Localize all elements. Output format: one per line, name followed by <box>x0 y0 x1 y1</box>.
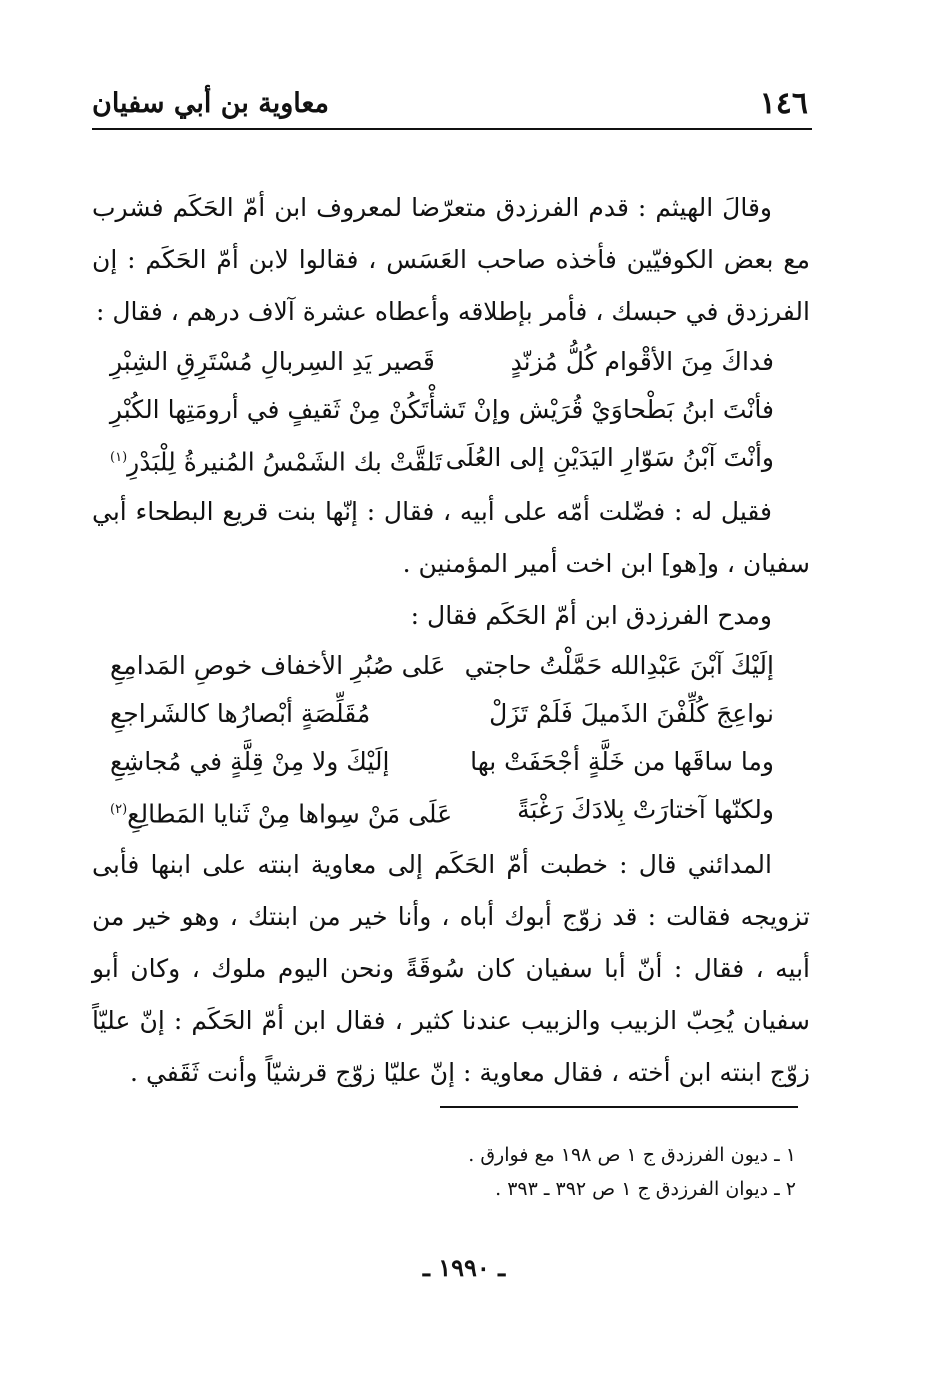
header-divider <box>92 128 812 130</box>
verse-line <box>92 386 810 434</box>
verse-first-hemistich: وأنْتَ آبْنُ سَوّارِ اليَدَيْنِ إلى العُلَى <box>445 443 774 472</box>
verse-first-hemistich: فأنْتَ ابنُ بَطْحاوَيْ قُرَيْش وإنْ تَشأْ <box>428 395 774 424</box>
verse-second-hemistich: عَلَى مَنْ سِواها مِنْ ثَنايا المَطالِعِ <box>127 799 453 829</box>
paragraph-preference: فقيل له : فضّلت أمّه على أبيه ، فقال : إنّها بنت قريع البطحاء أبي سفيان ، و[هو] ابن اخت أمير المؤمنين . <box>92 497 810 579</box>
footnote-item: ١ ـ ديون الفرزدق ج ١ ص ١٩٨ مع فوارق . <box>468 1144 796 1166</box>
verse-line <box>92 786 810 838</box>
paragraph-madaini: المدائني قال : خطبت أمّ الحَكَم إلى معاوية ابنته على ابنها فأبى تزويجه فقالت : قد زوّج أبوك أباه ، وأنا خير من ابنتك ، وهو خير من أبيه ، فقال : أنّ أبا سفيان كان سُوقَةً ونحن اليوم ملوك ، وكان أبو سفيان يُحِبّ الزبيب والزبيب عندنا كثير ، فقال ابن أمّ الحَكَم : إنّ عليّاً زوّج ابنته ابن أخته ، فقال معاوية : إنّ عليّا زوّج قرشيّاً وأنت ثَقَفي . <box>92 849 810 1087</box>
poem-one <box>92 338 810 486</box>
header-title: معاوية بن أبي سفيان <box>92 88 330 119</box>
running-header <box>92 84 812 124</box>
header-page-number: ١٤٦ <box>759 86 808 121</box>
verse-second-hemistich: مُقَلِّصَةٍ أبْصارُها كالشَراجعِ <box>110 699 371 729</box>
verse-line <box>92 434 810 486</box>
verse-first-hemistich: إلَيْكَ آبْنَ عَبْدِالله حَمَّلْتُ حاجتي <box>464 651 774 681</box>
footnote-item: ٢ ـ ديوان الفرزدق ج ١ ص ٣٩٢ ـ ٣٩٣ . <box>495 1178 796 1200</box>
verse-second-hemistich: إلَيْكَ ولا مِنْ قِلَّةٍ في مُجاشِعِ <box>110 747 390 777</box>
footnotes <box>300 1138 796 1206</box>
paragraph-praise-intro: ومدح الفرزدق ابن أمّ الحَكَم فقال : <box>410 601 772 631</box>
footnote-marker: (٢) <box>110 802 128 818</box>
poem-two <box>92 642 810 838</box>
verse-second-hemistich-with-note <box>110 434 442 486</box>
footnote-divider <box>440 1106 798 1108</box>
verse-first-hemistich: وما ساقَها من خَلَّةٍ أجْحَفَتْ بها <box>470 747 774 777</box>
paragraph-haytham: وقالَ الهيثم : قدم الفرزدق متعرّضا لمعروف ابن أمّ الحَكَم فشرب مع بعض الكوفيّين فأخذه صاحب العَسَس ، فقالوا لابن أمّ الحَكَم : إن الفرزدق في حبسك ، فأمر بإطلاقه وأعطاه عشرة آلاف درهم ، فقال : <box>92 193 810 326</box>
verse-second-hemistich: قَصير يَدِ السِربالِ مُسْتَرِقِ الشِبْرِ <box>110 347 435 376</box>
verse-line <box>92 690 810 738</box>
verse-second-hemistich: عَلى صُبُرِ الأخفاف خوصِ المَدامِعِ <box>110 651 446 681</box>
verse-line <box>92 738 810 786</box>
verse-first-hemistich: فداكَ مِنَ الأقْوام كُلُّ مُزنّدٍ <box>510 347 774 376</box>
page-number: ـ ١٩٩٠ ـ <box>422 1253 506 1282</box>
verse-line <box>92 642 810 690</box>
verse-second-hemistich: تَكُنْ مِنْ ثَقيفٍ في أرومَتِها الكُبْرِ <box>109 395 429 424</box>
verse-first-hemistich: ولكنّها آختارَتْ بِلادَكَ رَغْبَةً <box>517 795 774 825</box>
verse-second-hemistich: تَلقَّتْ بك الشَمْسُ المُنيرةُ لِلْبَدْرِ <box>127 447 443 477</box>
footnote-marker: (١) <box>110 450 128 465</box>
verse-line <box>92 338 810 386</box>
verse-second-hemistich-with-note <box>110 786 452 838</box>
page-body <box>92 182 810 1099</box>
verse-first-hemistich: نواعِجَ كُلِّفْنَ الذَميلَ فَلَمْ تَزَلْ <box>489 699 774 729</box>
